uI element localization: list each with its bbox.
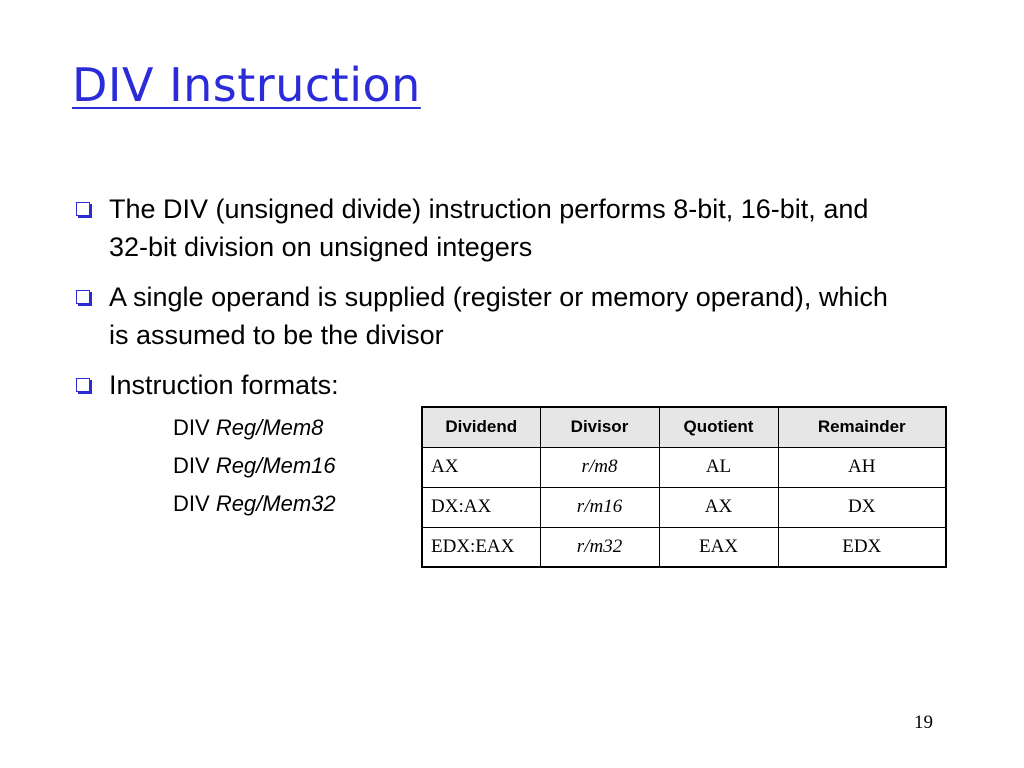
format-item bbox=[173, 414, 336, 452]
bullet-item bbox=[76, 190, 896, 266]
bullet-item bbox=[76, 366, 896, 404]
cell-divisor: r/m32 bbox=[540, 527, 659, 567]
cell-dividend: EDX:EAX bbox=[422, 527, 540, 567]
format-operand: Reg/Mem32 bbox=[215, 491, 336, 516]
header-dividend: Dividend bbox=[422, 407, 540, 447]
header-remainder: Remainder bbox=[778, 407, 946, 447]
format-mnemonic: DIV bbox=[173, 491, 210, 516]
cell-quotient: AL bbox=[659, 447, 778, 487]
cell-remainder: EDX bbox=[778, 527, 946, 567]
page-number: 19 bbox=[914, 712, 933, 733]
bullet-list bbox=[76, 190, 896, 416]
table-row bbox=[422, 487, 946, 527]
div-operands-table bbox=[421, 406, 947, 568]
slide-title: DIV Instruction bbox=[72, 58, 421, 112]
square-bullet-icon bbox=[76, 378, 90, 392]
format-operand: Reg/Mem16 bbox=[215, 453, 336, 478]
header-divisor: Divisor bbox=[540, 407, 659, 447]
square-bullet-icon bbox=[76, 202, 90, 216]
bullet-item bbox=[76, 278, 896, 354]
table-header-row bbox=[422, 407, 946, 447]
format-item bbox=[173, 452, 336, 490]
bullet-text: Instruction formats: bbox=[109, 370, 339, 400]
table-row bbox=[422, 527, 946, 567]
cell-divisor: r/m8 bbox=[540, 447, 659, 487]
cell-quotient: EAX bbox=[659, 527, 778, 567]
instruction-format-list bbox=[173, 414, 336, 528]
bullet-text: The DIV (unsigned divide) instruction performs 8-bit, 16-bit, and 32-bit division on unsigned integers bbox=[109, 194, 869, 262]
format-mnemonic: DIV bbox=[173, 453, 210, 478]
cell-dividend: DX:AX bbox=[422, 487, 540, 527]
cell-remainder: AH bbox=[778, 447, 946, 487]
cell-dividend: AX bbox=[422, 447, 540, 487]
cell-quotient: AX bbox=[659, 487, 778, 527]
bullet-text: A single operand is supplied (register or memory operand), which is assumed to be the divisor bbox=[109, 282, 888, 350]
table-row bbox=[422, 447, 946, 487]
cell-divisor: r/m16 bbox=[540, 487, 659, 527]
square-bullet-icon bbox=[76, 290, 90, 304]
format-item bbox=[173, 490, 336, 528]
header-quotient: Quotient bbox=[659, 407, 778, 447]
format-operand: Reg/Mem8 bbox=[215, 415, 324, 440]
format-mnemonic: DIV bbox=[173, 415, 210, 440]
cell-remainder: DX bbox=[778, 487, 946, 527]
